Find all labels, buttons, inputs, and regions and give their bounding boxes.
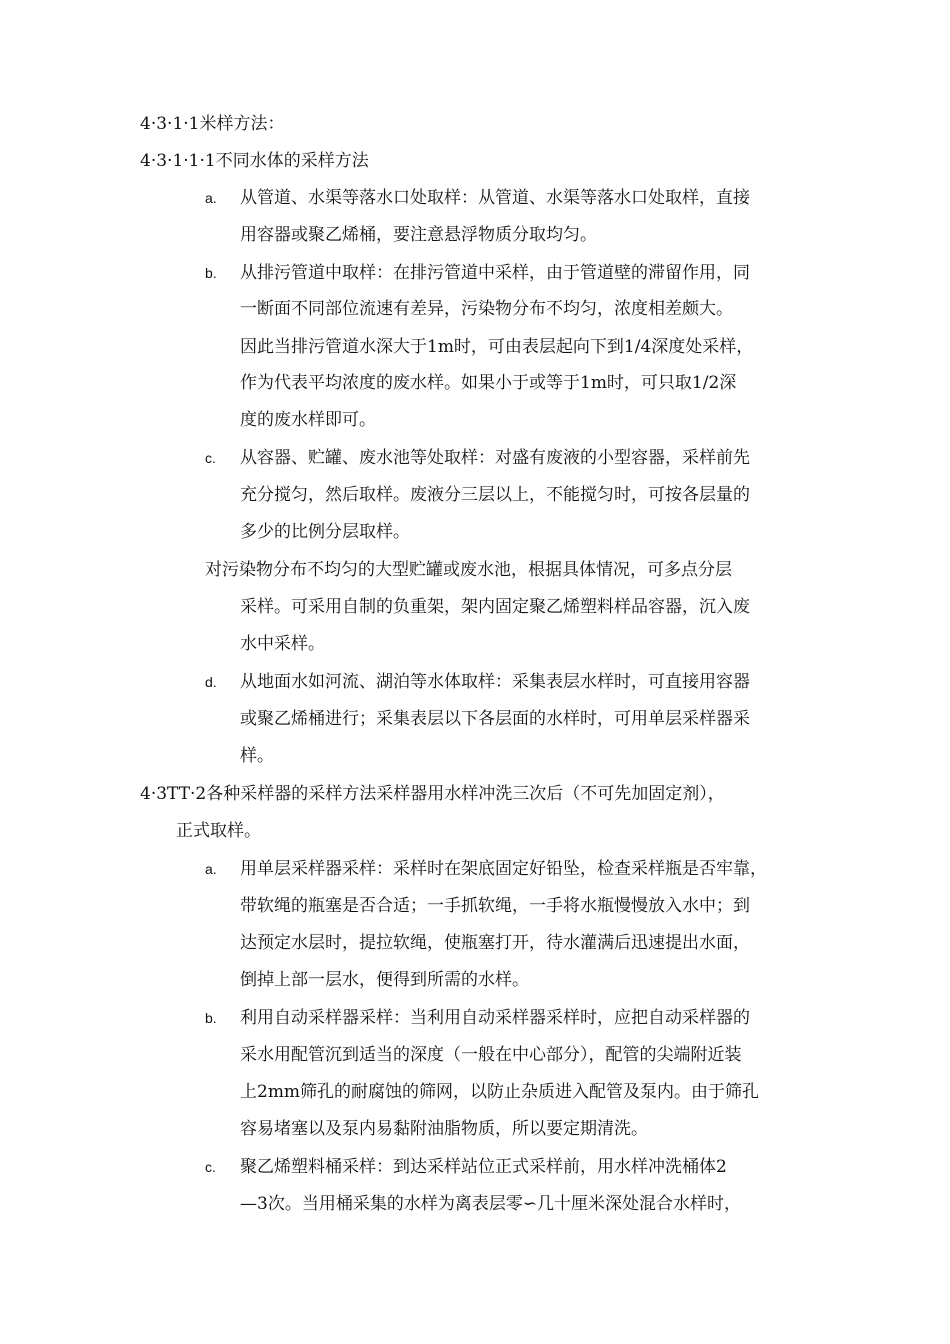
- list-item-b-line-1: 从排污管道中取样：在排污管道中采样，由于管道壁的滞留作用，同: [240, 263, 750, 283]
- list-marker-b: b.: [205, 265, 217, 281]
- list-item-c2-line-2: —3次。当用桶采集的水样为离表层零∽几十厘米深处混合水样时，: [240, 1194, 742, 1214]
- list-item-c-line-1: 从容器、贮罐、废水池等处取样：对盛有废液的小型容器，采样前先: [240, 448, 750, 468]
- list-item-b-line-3: 因此当排污管道水深大于1m时，可由表层起向下到1/4深度处采样，: [240, 337, 754, 357]
- section-heading-4-3-1-2-line-1: 4·3TT·2各种采样器的采样方法采样器用水样冲洗三次后（不可先加固定剂），: [140, 784, 725, 804]
- list-marker-b-2: b.: [205, 1010, 217, 1026]
- section-heading-4-3-1-1-1: 4·3·1·1·1不同水体的采样方法: [140, 151, 369, 171]
- list-marker-a-2: a.: [205, 861, 217, 877]
- list-item-b2-line-1: 利用自动采样器采样：当利用自动采样器采样时，应把自动采样器的: [240, 1008, 750, 1028]
- list-item-b-line-4: 作为代表平均浓度的废水样。如果小于或等于1m时，可只取1/2深: [240, 373, 737, 393]
- list-item-d-line-3: 样。: [240, 746, 274, 766]
- list-item-b-line-5: 度的废水样即可。: [240, 410, 376, 430]
- list-marker-c: c.: [205, 450, 216, 466]
- list-item-c2-line-1: 聚乙烯塑料桶采样：到达采样站位正式采样前，用水样冲洗桶体2: [240, 1157, 727, 1177]
- list-item-b-line-2: 一断面不同部位流速有差异，污染物分布不均匀，浓度相差颇大。: [240, 299, 733, 319]
- paragraph-line-2: 采样。可采用自制的负重架，架内固定聚乙烯塑料样品容器，沉入废: [240, 597, 750, 617]
- list-marker-c-2: c.: [205, 1159, 216, 1175]
- list-marker-a: a.: [205, 190, 217, 206]
- list-item-a2-line-1: 用单层采样器采样：采样时在架底固定好铅坠，检查采样瓶是否牢靠，: [240, 859, 767, 879]
- paragraph-line-3: 水中采样。: [240, 634, 325, 654]
- list-item-b2-line-3: 上2mm筛孔的耐腐蚀的筛网，以防止杂质进入配管及泵内。由于筛孔: [240, 1082, 760, 1102]
- list-item-b2-line-4: 容易堵塞以及泵内易黏附油脂物质，所以要定期清洗。: [240, 1119, 648, 1139]
- list-item-a2-line-2: 带软绳的瓶塞是否合适；一手抓软绳，一手将水瓶慢慢放入水中；到: [240, 896, 750, 916]
- list-item-c-line-2: 充分搅匀，然后取样。废液分三层以上，不能搅匀时，可按各层量的: [240, 485, 750, 505]
- list-item-d-line-2: 或聚乙烯桶进行；采集表层以下各层面的水样时，可用单层采样器采: [240, 709, 750, 729]
- list-item-b2-line-2: 采水用配管沉到适当的深度（一般在中心部分），配管的尖端附近装: [240, 1045, 742, 1065]
- list-item-c-line-3: 多少的比例分层取样。: [240, 522, 410, 542]
- section-heading-4-3-1-2-line-2: 正式取样。: [176, 821, 261, 841]
- list-marker-d: d.: [205, 674, 217, 690]
- paragraph-line-1: 对污染物分布不均匀的大型贮罐或废水池，根据具体情况，可多点分层: [205, 560, 732, 580]
- list-item-a-line-1: 从管道、水渠等落水口处取样：从管道、水渠等落水口处取样，直接: [240, 188, 750, 208]
- list-item-a-line-2: 用容器或聚乙烯桶，要注意悬浮物质分取均匀。: [240, 225, 597, 245]
- list-item-a2-line-4: 倒掉上部一层水，便得到所需的水样。: [240, 970, 529, 990]
- section-heading-4-3-1-1: 4·3·1·1米样方法：: [140, 114, 285, 134]
- list-item-d-line-1: 从地面水如河流、湖泊等水体取样：采集表层水样时，可直接用容器: [240, 672, 750, 692]
- list-item-a2-line-3: 达预定水层时，提拉软绳，使瓶塞打开，待水灌满后迅速提出水面，: [240, 933, 750, 953]
